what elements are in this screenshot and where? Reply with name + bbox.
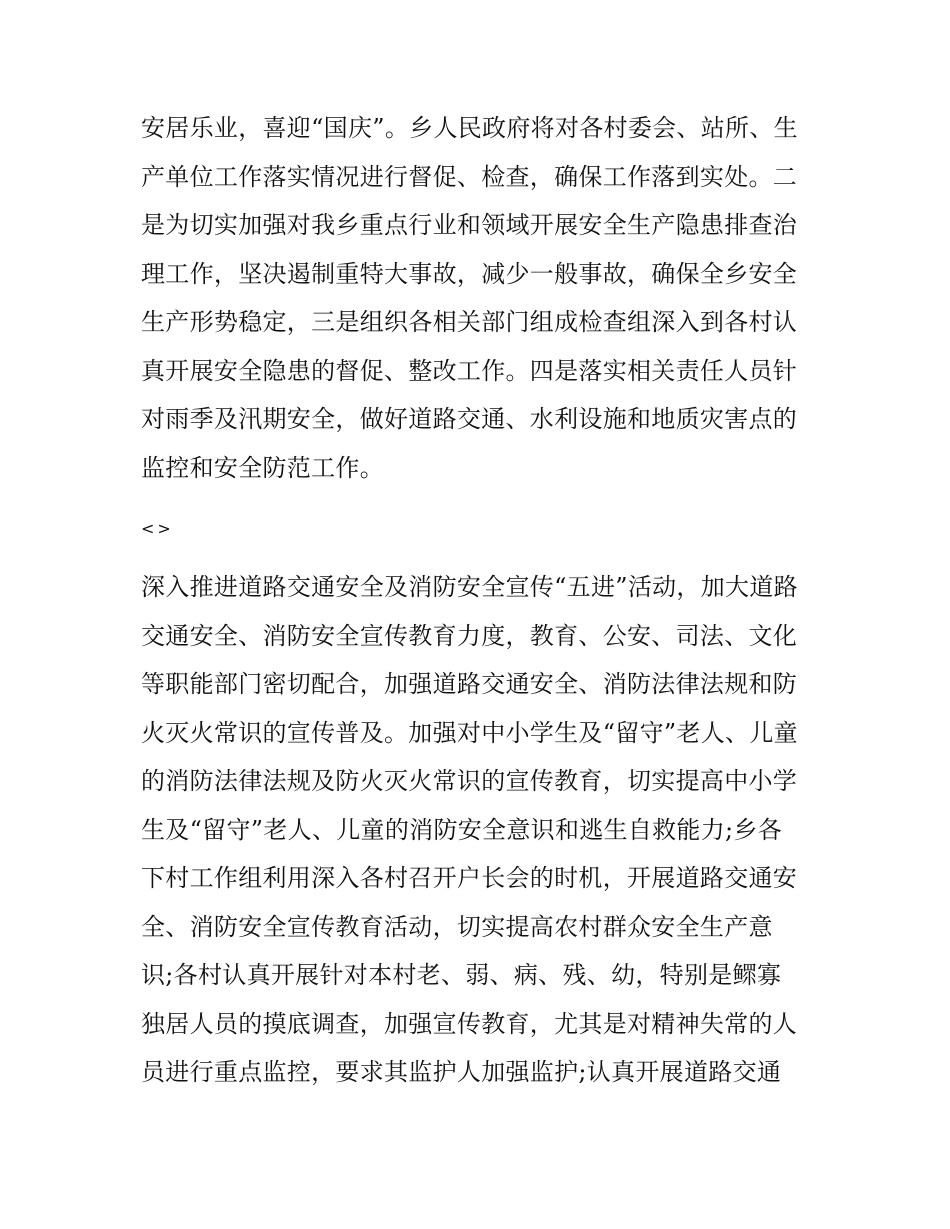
text-line: 火灭火常识的宣传普及。加强对中小学生及“留守”老人、儿童 [141, 718, 798, 747]
text-line: 深入推进道路交通安全及消防安全宣传“五进”活动，加大道路 [141, 573, 798, 601]
text-line: 安居乐业，喜迎“国庆”。乡人民政府将对各村委会、站所、生 [141, 114, 798, 142]
text-line: 理工作，坚决遏制重特大事故，减少一般事故，确保全乡安全 [141, 259, 798, 288]
text-line: 等职能部门密切配合，加强道路交通安全、消防法律法规和防 [141, 670, 798, 698]
text-line: 对雨季及汛期安全，做好道路交通、水利设施和地质灾害点的 [141, 405, 798, 433]
text-line: 生产形势稳定，三是组织各相关部门组成检查组深入到各村认 [141, 308, 798, 336]
text-line: 产单位工作落实情况进行督促、检查，确保工作落到实处。二 [141, 162, 798, 191]
text-line: 独居人员的摸底调查，加强宣传教育，尤其是对精神失常的人 [141, 1009, 798, 1038]
paragraph-1 [141, 104, 841, 492]
text-line: 交通安全、消防安全宣传教育力度，教育、公安、司法、文化 [141, 621, 798, 650]
text-line: 员进行重点监控，要求其监护人加强监护;认真开展道路交通 [141, 1058, 782, 1086]
section-separator: <> [141, 519, 174, 538]
paragraph-2 [141, 563, 841, 1097]
text-line: 监控和安全防范工作。 [141, 453, 384, 482]
text-line: 的消防法律法规及防火灭火常识的宣传教育，切实提高中小学 [141, 767, 798, 795]
text-line: 识;各村认真开展针对本村老、弱、病、残、幼，特别是鳏寡 [141, 961, 782, 989]
text-line: 生及“留守”老人、儿童的消防安全意识和逃生自救能力;乡各 [141, 815, 783, 844]
text-line: 真开展安全隐患的督促、整改工作。四是落实相关责任人员针 [141, 356, 798, 385]
text-line: 下村工作组利用深入各村召开户长会的时机，开展道路交通安 [141, 864, 798, 892]
text-line: 是为切实加强对我乡重点行业和领域开展安全生产隐患排查治 [141, 211, 798, 239]
text-line: 全、消防安全宣传教育活动，切实提高农村群众安全生产意 [141, 912, 773, 941]
